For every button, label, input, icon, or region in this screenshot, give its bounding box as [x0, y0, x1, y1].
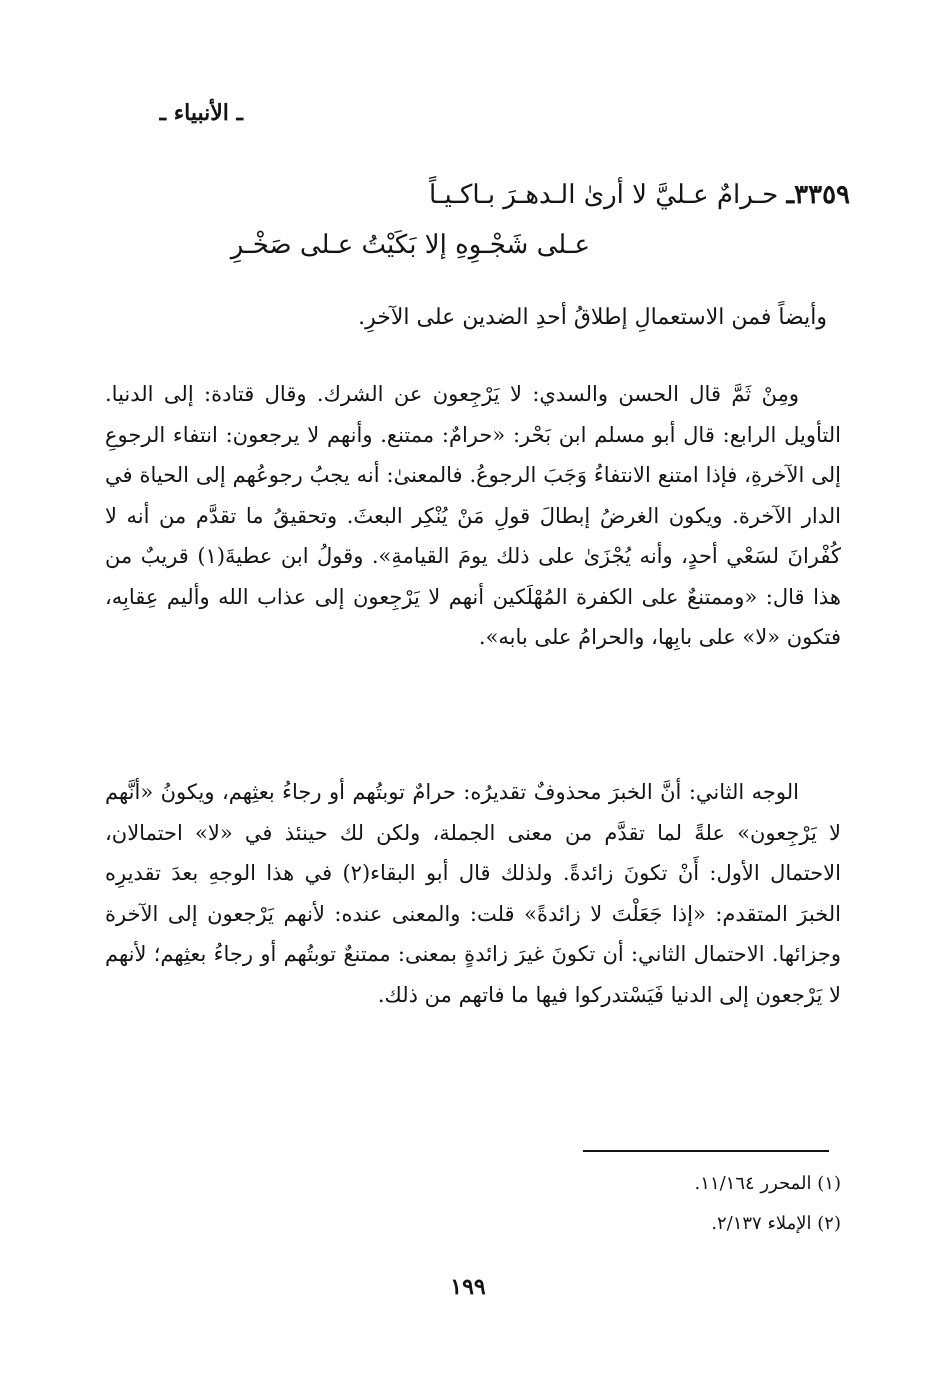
page-number: ١٩٩ — [450, 1274, 486, 1300]
verse-line-1: حـرامٌ عـليَّ لا أرىٰ الـدهـرَ بـاكـيـاً — [428, 180, 779, 210]
paragraph-3: الوجه الثاني: أنَّ الخبرَ محذوفٌ تقديرُه: حرامٌ توبتُهم أو رجاءُ بعثِهم، ويكونُ «أنَّهم لا يَرْجِعون» علةً لما تقدَّم من معنى الجملة، ولكن لك حينئذ في «لا» احتمالان، الاحتمال الأول: أَنْ تكونَ زائدةً. ولذلك قال أبو البقاء(٢) في هذا الوجهِ بعدَ تقديرِه الخبرَ المتقدم: «إذا جَعَلْتَ لا زائدةً» قلت: والمعنى عنده: لأنهم يَرْجعون إلى الآخرة وجزائها. الاحتمال الثاني: أن تكونَ غيرَ زائدةٍ بمعنى: ممتنعٌ توبتُهم أو رجاءُ بعثِهم؛ لأنهم لا يَرْجعون إلى الدنيا فَيَسْتدركوا فيها ما فاتهم من ذلك. — [105, 780, 841, 1007]
running-header: ـ الأنبياء ـ — [159, 100, 243, 126]
paragraph-2-block — [105, 374, 841, 658]
paragraph-2: ومِنْ ثَمَّ قال الحسن والسدي: لا يَرْجِعون عن الشرك. وقال قتادة: إلى الدنيا. التأويل الرابع: قال أبو مسلم ابن بَحْر: «حرامٌ: ممتنع. وأنهم لا يرجعون: انتفاء الرجوعِ إلى الآخرةِ، فإذا امتنع الانتفاءُ وَجَبَ الرجوعُ. فالمعنىٰ: أنه يجبُ رجوعُهم إلى الحياة في الدار الآخرة. ويكون الغرضُ إبطالَ قولِ مَنْ يُنْكِر البعثَ. وتحقيقُ ما تقدَّم من أنه لا كُفْرانَ لسَعْي أحدٍ، وأنه يُجْزَىٰ على ذلك يومَ القيامةِ». وقولُ ابن عطيةَ(١) قريبٌ من هذا قال: «وممتنعٌ على الكفرة المُهْلَكين أنهم لا يَرْجِعون إلى عذاب الله وأليم عِقابِه، فتكون «لا» على بابِها، والحرامُ على بابه». — [105, 382, 842, 649]
footnote-2: (٢) الإملاء ٢/١٣٧. — [711, 1213, 841, 1234]
footnote-1: (١) المحرر ١١/١٦٤. — [694, 1173, 841, 1194]
poetry-verse — [110, 170, 850, 270]
footnotes — [541, 1164, 841, 1244]
verse-number: ٣٣٥٩ـ — [786, 180, 850, 210]
paragraph-1: وأيضاً فمن الاستعمالِ إطلاقُ أحدِ الضدين على الآخرِ. — [358, 305, 827, 330]
paragraph-3-block — [105, 772, 841, 1015]
verse-line-2: عـلى شَجْـوِهِ إلا بَكَيْتُ عـلى صَخْـرِ — [230, 230, 590, 260]
verse-first-hemistich — [110, 170, 850, 220]
footnote-divider — [583, 1150, 829, 1152]
